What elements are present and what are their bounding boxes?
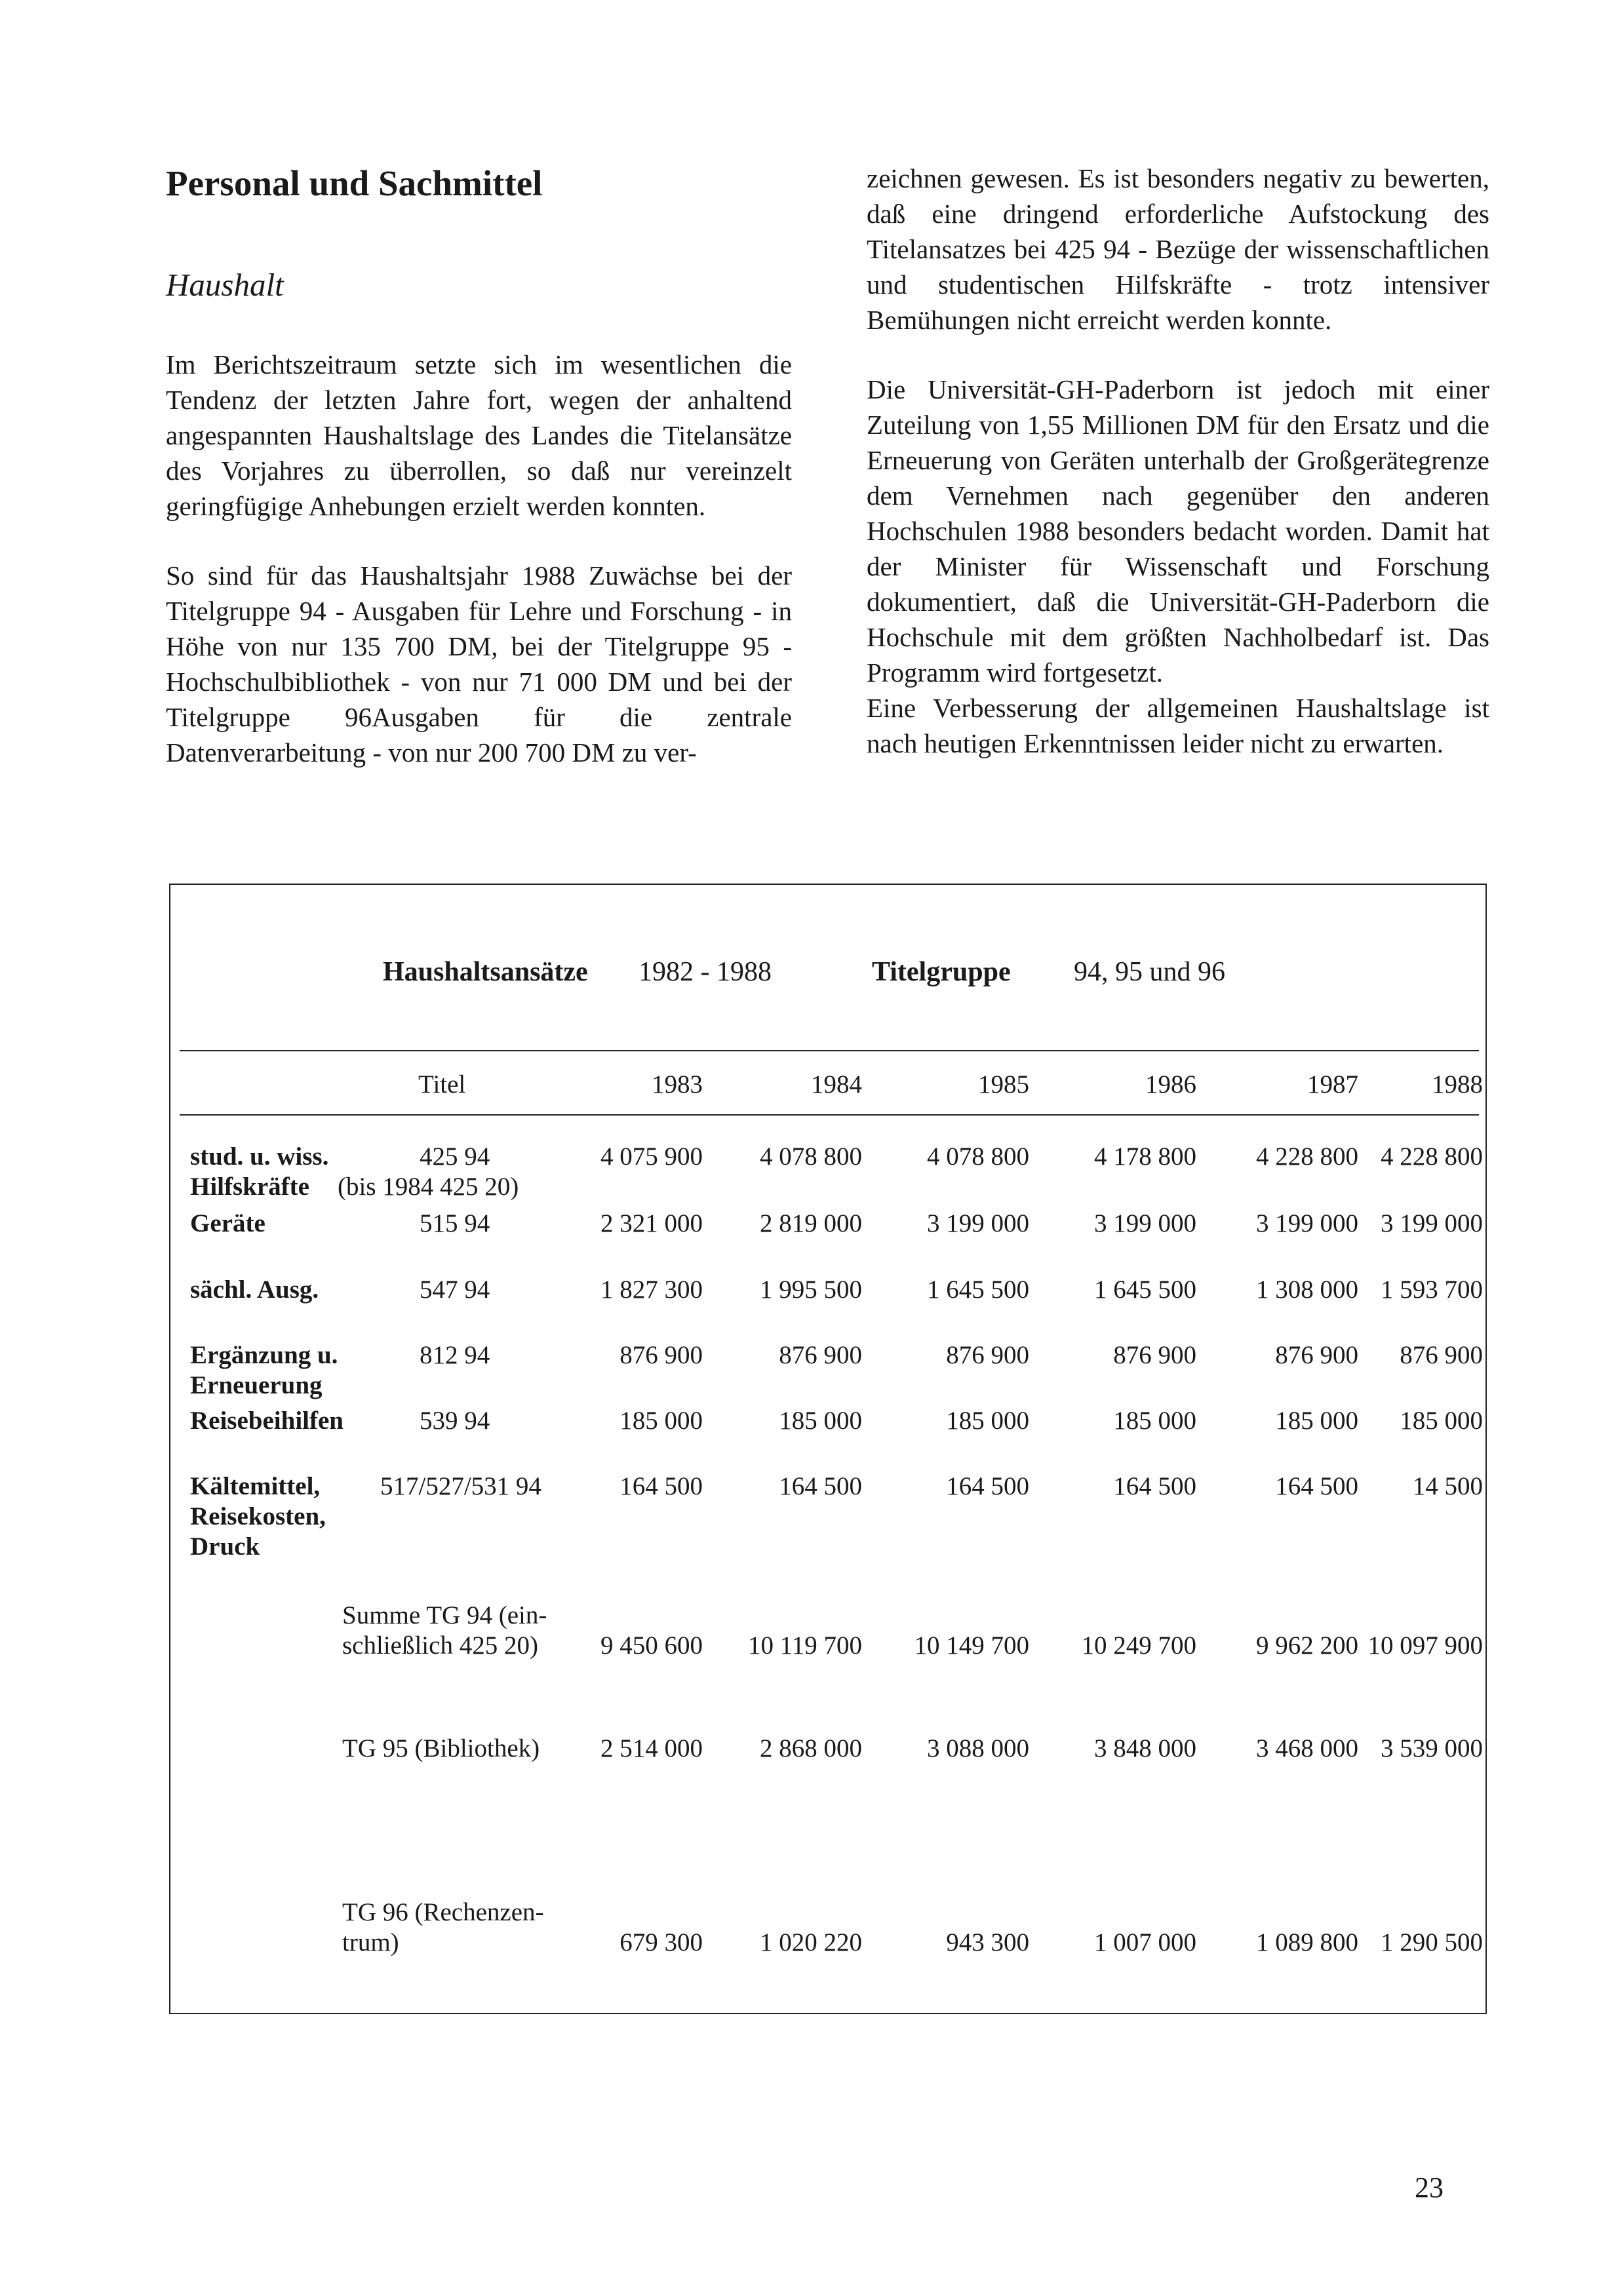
row-name: Reisebeihilfen bbox=[190, 1407, 344, 1435]
row-value: 164 500 bbox=[946, 1472, 1029, 1500]
sum-value: 3 539 000 bbox=[1381, 1734, 1483, 1762]
budget-table-box bbox=[169, 884, 1487, 2014]
sum-label: trum) bbox=[342, 1928, 399, 1956]
row-value: 4 078 800 bbox=[927, 1142, 1029, 1171]
sum-value: 3 848 000 bbox=[1094, 1734, 1196, 1762]
row-titel: 425 94 bbox=[420, 1142, 490, 1171]
row-value: 876 900 bbox=[779, 1341, 862, 1369]
row-value: 1 308 000 bbox=[1256, 1275, 1358, 1304]
header-year: 1985 bbox=[978, 1070, 1029, 1099]
row-name: sächl. Ausg. bbox=[190, 1275, 319, 1304]
sum-value: 3 088 000 bbox=[927, 1734, 1029, 1762]
row-value: 185 000 bbox=[1275, 1407, 1358, 1435]
row-value: 2 819 000 bbox=[760, 1209, 862, 1237]
sum-value: 10 149 700 bbox=[914, 1631, 1029, 1660]
row-value: 876 900 bbox=[946, 1341, 1029, 1369]
section-title: Personal und Sachmittel bbox=[166, 163, 543, 203]
sum-value: 943 300 bbox=[946, 1928, 1029, 1956]
right-paragraph-1: zeichnen gewesen. Es ist besonders negativ zu bewerten, daß eine dringend erforderliche Aufstockung des Titelansatzes bei 425 94 - Bezüge der wissenschaftlichen und studentischen Hilfskräfte - trotz intensiver Bemühungen nicht erreicht werden konnte. bbox=[867, 163, 1489, 335]
row-value: 876 900 bbox=[1113, 1341, 1196, 1369]
row-value: 4 178 800 bbox=[1094, 1142, 1196, 1171]
header-year: 1983 bbox=[652, 1070, 703, 1099]
row-value: 4 228 800 bbox=[1381, 1142, 1483, 1171]
row-value: 185 000 bbox=[946, 1407, 1029, 1435]
sum-value: 1 007 000 bbox=[1094, 1928, 1196, 1956]
row-name: Ergänzung u. bbox=[190, 1341, 338, 1369]
row-value: 185 000 bbox=[1113, 1407, 1196, 1435]
row-name: Erneuerung bbox=[190, 1371, 323, 1399]
sum-value: 1 089 800 bbox=[1256, 1928, 1358, 1956]
row-value: 185 000 bbox=[779, 1407, 862, 1435]
row-value: 4 078 800 bbox=[760, 1142, 862, 1171]
row-titel: 539 94 bbox=[420, 1407, 490, 1435]
row-value: 3 199 000 bbox=[1256, 1209, 1358, 1237]
header-year: 1984 bbox=[811, 1070, 862, 1099]
right-column bbox=[867, 161, 1489, 761]
row-value: 164 500 bbox=[779, 1472, 862, 1500]
header-year: 1987 bbox=[1307, 1070, 1358, 1099]
row-name: Druck bbox=[190, 1532, 260, 1561]
sum-value: 1 290 500 bbox=[1381, 1928, 1483, 1956]
section-subtitle: Haushalt bbox=[166, 267, 284, 303]
row-value: 4 228 800 bbox=[1256, 1142, 1358, 1171]
sum-label: TG 96 (Rechenzen- bbox=[342, 1898, 544, 1926]
sum-value: 2 514 000 bbox=[600, 1734, 703, 1762]
row-name: stud. u. wiss. bbox=[190, 1142, 329, 1171]
row-value: 1 995 500 bbox=[760, 1275, 862, 1304]
row-value: 3 199 000 bbox=[1381, 1209, 1483, 1237]
sum-value: 10 097 900 bbox=[1367, 1631, 1483, 1660]
row-value: 164 500 bbox=[619, 1472, 703, 1500]
row-value: 1 593 700 bbox=[1381, 1275, 1483, 1304]
caption-years: 1982 - 1988 bbox=[639, 957, 772, 987]
row-value: 14 500 bbox=[1412, 1472, 1483, 1500]
row-name: Reisekosten, bbox=[190, 1502, 326, 1530]
row-value: 1 827 300 bbox=[600, 1275, 703, 1304]
row-titel: 547 94 bbox=[420, 1275, 490, 1304]
row-value: 1 645 500 bbox=[1094, 1275, 1196, 1304]
row-value: 185 000 bbox=[1400, 1407, 1483, 1435]
left-column bbox=[166, 161, 792, 804]
caption-label: Haushaltsansätze bbox=[383, 957, 588, 987]
page-number: 23 bbox=[1415, 2171, 1444, 2204]
table-header-rule bbox=[180, 1114, 1479, 1116]
row-note: (bis 1984 425 20) bbox=[338, 1173, 519, 1201]
header-titel: Titel bbox=[418, 1070, 466, 1099]
sum-value: 2 868 000 bbox=[760, 1734, 862, 1762]
row-value: 2 321 000 bbox=[600, 1209, 703, 1237]
row-value: 876 900 bbox=[1400, 1341, 1483, 1369]
left-paragraph-1: Im Berichtszeitraum setzte sich im wesentlichen die Tendenz der letzten Jahre fort, wegen der anhaltend angespannten Haushaltslage des Landes die Titelansätze des Vorjahres zu überrollen, so daß nur vereinzelt geringfügige Anhebungen erzielt werden konnten. bbox=[166, 349, 792, 521]
row-value: 3 199 000 bbox=[927, 1209, 1029, 1237]
right-paragraph-2: Die Universität-GH-Paderborn ist jedoch mit einer Zuteilung von 1,55 Millionen DM für den Ersatz und die Erneuerung von Geräten unterhalb der Großgerätegrenze dem Vernehmen nach gegenüber den anderen Hochschulen 1988 besonders bedacht worden. Damit hat der Minister für Wissenschaft und Forschung dokumentiert, daß die Universität-GH-Paderborn die Hochschule mit dem größten Nachholbedarf ist. Das Programm wird fortgesetzt. bbox=[867, 374, 1489, 688]
row-titel: 812 94 bbox=[420, 1341, 490, 1369]
sum-value: 679 300 bbox=[619, 1928, 703, 1956]
left-paragraph-2: So sind für das Haushaltsjahr 1988 Zuwächse bei der Titelgruppe 94 - Ausgaben für Lehre und Forschung - in Höhe von nur 135 700 DM, bei der Titelgruppe 95 - Hochschulbibliothek - von nur 71 000 DM und bei der Titelgruppe 96Ausgaben für die zentrale Datenverarbeitung - von nur 200 700 DM zu ver- bbox=[166, 560, 792, 768]
right-paragraph-3: Eine Verbesserung der allgemeinen Haushaltslage ist nach heutigen Erkenntnissen leider nicht zu erwarten. bbox=[867, 693, 1489, 758]
row-name: Hilfskräfte bbox=[190, 1173, 309, 1201]
row-value: 164 500 bbox=[1275, 1472, 1358, 1500]
row-value: 164 500 bbox=[1113, 1472, 1196, 1500]
row-value: 876 900 bbox=[1275, 1341, 1358, 1369]
sum-value: 3 468 000 bbox=[1256, 1734, 1358, 1762]
sum-value: 9 962 200 bbox=[1256, 1631, 1358, 1660]
row-titel: 515 94 bbox=[420, 1209, 490, 1237]
row-titel: 517/527/531 94 bbox=[380, 1472, 541, 1500]
caption-groups: 94, 95 und 96 bbox=[1074, 957, 1225, 987]
row-value: 876 900 bbox=[619, 1341, 703, 1369]
caption-group-label: Titelgruppe bbox=[872, 957, 1011, 987]
row-value: 3 199 000 bbox=[1094, 1209, 1196, 1237]
header-year: 1986 bbox=[1145, 1070, 1196, 1099]
sum-value: 10 119 700 bbox=[747, 1631, 862, 1660]
sum-value: 1 020 220 bbox=[760, 1928, 862, 1956]
row-name: Kältemittel, bbox=[190, 1472, 321, 1500]
sum-label: TG 95 (Bibliothek) bbox=[342, 1734, 540, 1762]
sum-value: 9 450 600 bbox=[600, 1631, 703, 1660]
row-value: 1 645 500 bbox=[927, 1275, 1029, 1304]
sum-label: schließlich 425 20) bbox=[342, 1631, 538, 1660]
row-name: Geräte bbox=[190, 1209, 265, 1237]
row-value: 4 075 900 bbox=[600, 1142, 703, 1171]
sum-label: Summe TG 94 (ein- bbox=[342, 1601, 547, 1629]
table-top-rule bbox=[180, 1050, 1479, 1051]
sum-value: 10 249 700 bbox=[1081, 1631, 1196, 1660]
header-year: 1988 bbox=[1432, 1070, 1483, 1099]
row-value: 185 000 bbox=[619, 1407, 703, 1435]
